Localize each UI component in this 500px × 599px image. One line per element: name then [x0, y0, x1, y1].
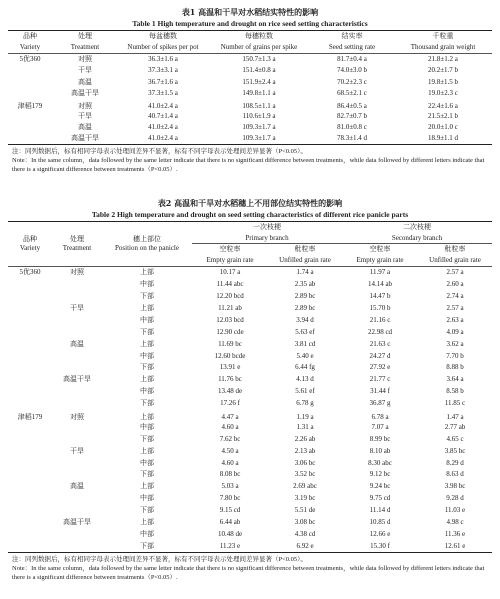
t2-cell: 中部	[140, 422, 154, 431]
t2-row	[8, 457, 492, 469]
t1-header-weight-en: Thousand grain weight	[410, 42, 476, 51]
t1-row	[8, 133, 492, 144]
t1-cell: 高温干旱	[71, 134, 99, 143]
t2-cell: 2.60 a	[446, 280, 464, 289]
t1-cell	[8, 133, 52, 144]
t2-cell	[52, 469, 102, 481]
t2-row	[8, 528, 492, 540]
t2-row	[8, 409, 492, 421]
t2-cell: 2.77 ab	[444, 422, 466, 431]
t2-cell: 4.38 cd	[294, 529, 316, 538]
t2-cell	[8, 421, 52, 433]
t2-cell: 21.63 c	[369, 339, 391, 348]
t2-cell: 中部	[140, 351, 154, 360]
t2-cell: 4.13 d	[296, 375, 314, 384]
t2-cell	[52, 457, 102, 469]
t1-header-grains-en: Number of grains per spike	[220, 42, 298, 51]
t2-row	[8, 493, 492, 505]
t2-row	[8, 421, 492, 433]
t2-cell: 4.65 c	[446, 434, 464, 443]
t1-cell	[8, 65, 52, 76]
t2-cell: 1.31 a	[296, 422, 314, 431]
t2-cell: 3.98 bc	[444, 482, 466, 491]
t2-cell: 3.19 bc	[294, 494, 316, 503]
t2-header-part-cn: 穗上部位	[133, 235, 161, 244]
t1-header-spikes-cn: 每盆穗数	[149, 31, 177, 40]
t2-cell	[8, 516, 52, 528]
t2-row	[8, 314, 492, 326]
t1-cell: 对照	[78, 101, 92, 110]
t2-header-empty-en-1: Empty grain rate	[206, 255, 254, 264]
t2-row	[8, 267, 492, 279]
t2-cell	[52, 314, 102, 326]
t2-cell	[52, 540, 102, 552]
t2-cell: 2.74 a	[446, 292, 464, 301]
t1-cell: 36.3±1.6 a	[148, 55, 178, 64]
t2-cell: 13.91 e	[219, 363, 241, 372]
t2-cell: 4.60 a	[221, 422, 239, 431]
t1-header-weight-cn: 千粒重	[432, 31, 454, 40]
t2-cell: 下部	[140, 541, 154, 550]
t1-cell: 149.8±1.1 a	[242, 88, 276, 97]
t1-header-setting-en: Seed setting rate	[328, 42, 376, 51]
t2-cell: 上部	[140, 268, 154, 277]
t2-row	[8, 504, 492, 516]
t2-cell: 对照	[70, 412, 84, 421]
t2-cell	[8, 493, 52, 505]
t2-cell: 3.85 bc	[444, 446, 466, 455]
t2-cell: 7.70 b	[446, 351, 464, 360]
t2-cell: 8.29 d	[446, 458, 464, 467]
t2-header-unfilled-cn-1: 秕粒率	[294, 245, 316, 254]
t2-cell: 13.48 de	[217, 387, 243, 396]
t2-header-unfilled-en-2: Unfilled grain rate	[429, 255, 481, 264]
t2-cell	[8, 504, 52, 516]
t2-cell: 5.51 de	[294, 506, 316, 515]
t2-cell	[8, 386, 52, 398]
t2-cell: 上部	[140, 482, 154, 491]
t2-cell: 11.69 bc	[218, 339, 242, 348]
t2-header-treatment-cn: 处理	[70, 235, 84, 244]
t2-cell: 1.74 a	[296, 268, 314, 277]
t2-cell	[8, 290, 52, 302]
t1-cell: 81.0±0.8 c	[337, 122, 367, 131]
t2-cell: 8.08 bc	[219, 470, 241, 479]
t2-cell: 8.63 d	[446, 470, 464, 479]
t1-cell: 41.0±2.4 a	[148, 122, 178, 131]
t2-cell	[8, 314, 52, 326]
t2-row	[8, 540, 492, 552]
t2-header-empty-cn-2: 空粒率	[369, 245, 391, 254]
t2-cell: 上部	[140, 304, 154, 313]
table-1-title-cn: 表1 高温和干旱对水稻结实特性的影响	[181, 7, 319, 17]
t2-cell: 下部	[140, 363, 154, 372]
t2-cell: 5.61 ef	[295, 387, 315, 396]
t2-cell: 11.97 a	[369, 268, 391, 277]
t1-cell: 对照	[78, 55, 92, 64]
t2-row	[8, 386, 492, 398]
t2-cell	[52, 362, 102, 374]
t2-cell: 6.44 fg	[295, 363, 315, 372]
t2-cell: 下部	[140, 399, 154, 408]
t2-cell: 3.08 bc	[294, 518, 316, 527]
t2-cell: 5.63 ef	[295, 327, 315, 336]
t2-cell	[8, 469, 52, 481]
t2-cell: 10.85 d	[369, 518, 391, 527]
t2-cell	[52, 290, 102, 302]
t1-header-variety-cn: 品种	[23, 31, 37, 40]
t2-cell	[52, 504, 102, 516]
t2-cell	[52, 386, 102, 398]
t2-cell	[8, 445, 52, 457]
t1-cell: 150.7±1.3 a	[242, 55, 276, 64]
t2-cell	[8, 540, 52, 552]
t2-cell: 21.16 c	[369, 315, 391, 324]
t2-cell: 上部	[140, 518, 154, 527]
t1-cell: 22.4±1.6 a	[428, 101, 458, 110]
table-1-title-en: Table 1 High temperature and drought on rice seed setting characteristics	[132, 18, 368, 28]
t2-cell	[8, 338, 52, 350]
t2-cell: 高温	[70, 339, 84, 348]
t1-cell: 41.0±2.4 a	[148, 101, 178, 110]
t2-cell: 3.94 d	[296, 315, 314, 324]
t2-cell	[8, 481, 52, 493]
t2-cell: 5优360	[19, 268, 41, 277]
t1-header-grains-cn: 每穗粒数	[245, 31, 273, 40]
t2-row	[8, 397, 492, 409]
table-2-note-cn: 注：同列数据后，标有相同字母表示处理间差异不显著，标有不同字母表示处理间差异显著（P<0.05）。	[12, 555, 307, 563]
t1-cell: 高温	[78, 77, 92, 86]
t2-cell: 2.89 bc	[294, 304, 316, 313]
t2-cell: 2.13 ab	[294, 446, 316, 455]
t1-cell: 20.0±1.0 c	[428, 122, 458, 131]
t2-cell: 中部	[140, 494, 154, 503]
t2-row	[8, 338, 492, 350]
t2-header-variety-en: Variety	[19, 243, 41, 252]
table-1-block	[8, 8, 492, 174]
t2-cell: 干旱	[70, 304, 84, 313]
t2-cell: 12.20 bcd	[216, 292, 244, 301]
t2-cell	[8, 326, 52, 338]
t2-cell: 2.89 bc	[294, 292, 316, 301]
t2-cell: 上部	[140, 339, 154, 348]
t2-cell	[8, 302, 52, 314]
t2-cell: 上部	[140, 446, 154, 455]
t2-cell: 高温干旱	[63, 375, 91, 384]
t1-cell: 108.5±1.1 a	[242, 101, 276, 110]
t2-cell	[8, 278, 52, 290]
t2-cell: 6.44 ab	[219, 518, 241, 527]
t1-cell: 干旱	[78, 111, 92, 120]
t2-cell	[8, 433, 52, 445]
t2-cell: 8.30 abc	[368, 458, 392, 467]
t2-cell	[8, 397, 52, 409]
t2-cell	[52, 433, 102, 445]
t1-cell: 20.2±1.7 b	[427, 66, 459, 75]
t2-cell: 津稻179	[17, 412, 43, 421]
t1-cell: 86.4±0.5 a	[337, 101, 367, 110]
t2-cell: 24.27 d	[369, 351, 391, 360]
t2-cell: 11.85 c	[444, 399, 466, 408]
t2-row	[8, 469, 492, 481]
t2-cell: 6.78 g	[296, 399, 314, 408]
t2-cell: 4.60 a	[221, 458, 239, 467]
t1-cell: 5优360	[19, 55, 41, 64]
t2-cell: 4.98 c	[446, 518, 464, 527]
t2-cell: 12.60 bcde	[214, 351, 246, 360]
t2-cell: 上部	[140, 412, 154, 421]
t2-cell: 下部	[140, 434, 154, 443]
t1-row	[8, 87, 492, 98]
t2-row	[8, 481, 492, 493]
t2-header-secondary-en: Secondary branch	[342, 233, 492, 244]
t1-cell: 109.3±1.7 a	[242, 134, 276, 143]
t1-cell: 78.3±1.4 d	[336, 134, 368, 143]
t1-cell: 19.0±2.3 c	[428, 88, 458, 97]
t2-cell: 3.52 bc	[294, 470, 316, 479]
t2-cell: 7.07 a	[371, 422, 389, 431]
table-1	[8, 31, 492, 53]
t2-cell: 5.40 e	[296, 351, 314, 360]
t2-cell: 8.58 b	[446, 387, 464, 396]
t1-cell: 74.0±3.0 b	[336, 66, 368, 75]
t2-cell: 11.36 e	[444, 529, 466, 538]
t2-cell: 中部	[140, 458, 154, 467]
t2-cell	[52, 397, 102, 409]
t2-cell: 12.66 e	[369, 529, 391, 538]
t2-cell: 8.88 b	[446, 363, 464, 372]
t2-cell: 9.15 cd	[219, 506, 241, 515]
t2-cell: 9.75 cd	[369, 494, 391, 503]
t1-cell: 18.9±1.1 d	[427, 134, 459, 143]
t2-header-secondary-cn: 二次枝梗	[403, 222, 431, 231]
t2-header-part-en: Position on the panicle	[115, 243, 179, 252]
t2-cell: 中部	[140, 387, 154, 396]
table-2-body	[8, 267, 492, 552]
t2-cell: 11.14 d	[369, 506, 391, 515]
t2-cell: 9.12 bc	[369, 470, 391, 479]
t2-row	[8, 290, 492, 302]
t1-cell	[8, 76, 52, 87]
t2-cell: 4.50 a	[221, 446, 239, 455]
t2-cell: 1.19 a	[296, 412, 314, 421]
t2-row	[8, 433, 492, 445]
t1-header-setting-cn: 结实率	[341, 31, 363, 40]
t1-row	[8, 99, 492, 110]
t2-cell: 15.30 f	[370, 541, 390, 550]
t2-cell: 14.14 ab	[367, 280, 393, 289]
t1-cell	[8, 121, 52, 132]
t2-cell: 36.87 g	[369, 399, 391, 408]
t2-header-unfilled-cn-2: 秕粒率	[444, 245, 466, 254]
table-1-note-cn: 注：同列数据后，标有相同字母表示处理间差异不显著，标有不同字母表示处理间差异显著（P<0.05）。	[12, 148, 307, 156]
t2-row	[8, 302, 492, 314]
t1-cell: 高温	[78, 122, 92, 131]
table-2-title-en: Table 2 High temperature and drought on seed setting characteristics of different rice panicle parts	[91, 209, 409, 219]
t2-cell	[52, 421, 102, 433]
t2-row	[8, 350, 492, 362]
t1-cell: 70.2±2.3 c	[337, 77, 367, 86]
t2-cell: 2.35 ab	[294, 280, 316, 289]
t1-cell: 81.7±0.4 a	[337, 55, 367, 64]
t2-cell: 27.92 e	[369, 363, 391, 372]
t2-cell: 1.47 a	[446, 412, 464, 421]
t1-row	[8, 54, 492, 65]
t2-cell: 11.23 e	[219, 541, 241, 550]
t1-cell: 干旱	[78, 66, 92, 75]
t2-cell: 2.57 a	[446, 268, 464, 277]
t2-cell: 11.03 e	[444, 506, 466, 515]
t2-cell	[8, 362, 52, 374]
t2-row	[8, 374, 492, 386]
t2-cell: 17.26 f	[220, 399, 240, 408]
t2-cell: 中部	[140, 280, 154, 289]
t2-cell: 上部	[140, 375, 154, 384]
t2-cell: 6.92 e	[296, 541, 314, 550]
t1-cell: 36.7±1.6 a	[148, 77, 178, 86]
t2-cell: 14.47 b	[369, 292, 391, 301]
t1-header-treatment-cn: 处理	[78, 31, 92, 40]
t2-cell: 2.26 ab	[294, 434, 316, 443]
t2-cell: 10.17 a	[219, 268, 241, 277]
t2-row	[8, 278, 492, 290]
t1-cell: 19.8±1.5 b	[427, 77, 459, 86]
t2-cell: 12.61 e	[444, 541, 466, 550]
t2-cell: 4.09 a	[446, 327, 464, 336]
t2-row	[8, 326, 492, 338]
t2-cell	[52, 528, 102, 540]
t2-cell	[8, 374, 52, 386]
table-2-note-en: Note：In the same column，data followed by the same letter indicate that there is no significant difference between treatments，while data followed by different letters indicate that there is a significant difference between treatments（P<0.05）.	[12, 564, 485, 581]
t1-cell: 37.3±1.5 a	[148, 88, 178, 97]
table-1-note-en: Note：In the same column，data followed by the same letter indicate that there is no significant difference between treatments，while data followed by different letters indicate that there is a significant difference between treatments（P<0.05）.	[12, 156, 485, 173]
t2-header-unfilled-en-1: Unfilled grain rate	[279, 255, 331, 264]
table-2-title-cn: 表2 高温和干旱对水稻穗上不用部位结实特性的影响	[157, 198, 343, 208]
t2-cell: 15.70 b	[369, 304, 391, 313]
t2-cell: 6.78 a	[371, 412, 389, 421]
t2-cell	[8, 528, 52, 540]
t2-cell: 11.21 ab	[218, 304, 242, 313]
t2-cell: 10.48 de	[217, 529, 243, 538]
t2-cell: 12.90 cde	[216, 327, 244, 336]
t2-cell	[52, 493, 102, 505]
t2-cell: 3.06 bc	[294, 458, 316, 467]
t1-cell: 68.5±2.1 c	[337, 88, 367, 97]
t2-cell: 4.47 a	[221, 412, 239, 421]
t1-cell: 津稻179	[17, 101, 43, 110]
t1-cell	[8, 87, 52, 98]
t2-header-empty-en-2: Empty grain rate	[356, 255, 404, 264]
t2-cell: 下部	[140, 292, 154, 301]
table-2-block	[8, 199, 492, 582]
t2-cell: 5.03 a	[221, 482, 239, 491]
t2-cell: 8.99 bc	[369, 434, 391, 443]
t1-header-spikes-en: Number of spikes per pot	[127, 42, 199, 51]
t1-row	[8, 110, 492, 121]
t2-cell: 2.57 a	[446, 304, 464, 313]
t2-cell: 下部	[140, 506, 154, 515]
t1-header-treatment-en: Treatment	[70, 42, 100, 51]
t2-cell: 3.64 a	[446, 375, 464, 384]
t1-cell: 40.7±1.4 a	[148, 111, 178, 120]
t2-cell: 7.62 bc	[219, 434, 241, 443]
t2-cell	[52, 278, 102, 290]
t1-row	[8, 121, 492, 132]
t2-header-empty-cn-1: 空粒率	[219, 245, 241, 254]
t2-cell: 11.44 abc	[216, 280, 244, 289]
t1-cell: 82.7±0.7 b	[336, 111, 368, 120]
t2-cell: 31.44 f	[370, 387, 390, 396]
t2-cell: 3.62 a	[446, 339, 464, 348]
t2-header-primary-en: Primary branch	[192, 233, 342, 244]
t1-cell: 37.3±3.1 a	[148, 66, 178, 75]
t2-cell: 12.03 bcd	[216, 315, 244, 324]
t1-cell: 151.9±2.4 a	[242, 77, 276, 86]
t2-cell: 8.10 ab	[369, 446, 391, 455]
t1-cell: 109.3±1.7 a	[242, 122, 276, 131]
t2-cell	[52, 326, 102, 338]
t1-cell: 110.6±1.9 a	[242, 111, 276, 120]
t1-cell: 151.4±0.8 a	[242, 66, 276, 75]
t2-row	[8, 516, 492, 528]
t2-cell: 高温	[70, 482, 84, 491]
t2-cell: 7.80 bc	[219, 494, 241, 503]
t2-row	[8, 445, 492, 457]
t2-cell: 下部	[140, 470, 154, 479]
t2-cell	[8, 350, 52, 362]
t2-cell: 2.69 abc	[293, 482, 317, 491]
t2-row	[8, 362, 492, 374]
t2-header-primary-cn: 一次枝梗	[253, 222, 281, 231]
t2-cell: 中部	[140, 315, 154, 324]
t1-header-variety-en: Variety	[19, 42, 41, 51]
t2-cell	[52, 350, 102, 362]
t1-cell	[8, 110, 52, 121]
t1-row	[8, 76, 492, 87]
t2-cell	[8, 457, 52, 469]
table-1-body	[8, 54, 492, 144]
t2-cell: 9.24 bc	[369, 482, 391, 491]
t1-cell: 21.8±1.2 a	[428, 55, 458, 64]
t2-cell: 22.98 cd	[367, 327, 393, 336]
t1-cell: 21.5±2.1 b	[427, 111, 459, 120]
t2-cell: 下部	[140, 327, 154, 336]
t2-cell: 中部	[140, 529, 154, 538]
t2-cell: 干旱	[70, 446, 84, 455]
t2-cell: 9.28 d	[446, 494, 464, 503]
t1-cell: 41.0±2.4 a	[148, 134, 178, 143]
table-2-header	[8, 222, 492, 266]
t1-cell: 高温干旱	[71, 88, 99, 97]
t1-row	[8, 65, 492, 76]
t2-header-variety-cn: 品种	[23, 235, 37, 244]
t2-cell: 3.81 cd	[294, 339, 316, 348]
t2-cell: 21.77 c	[369, 375, 391, 384]
t2-cell: 对照	[70, 268, 84, 277]
t2-cell: 2.63 a	[446, 315, 464, 324]
t2-cell: 11.76 bc	[218, 375, 242, 384]
t2-header-treatment-en: Treatment	[62, 243, 92, 252]
t2-cell: 高温干旱	[63, 518, 91, 527]
